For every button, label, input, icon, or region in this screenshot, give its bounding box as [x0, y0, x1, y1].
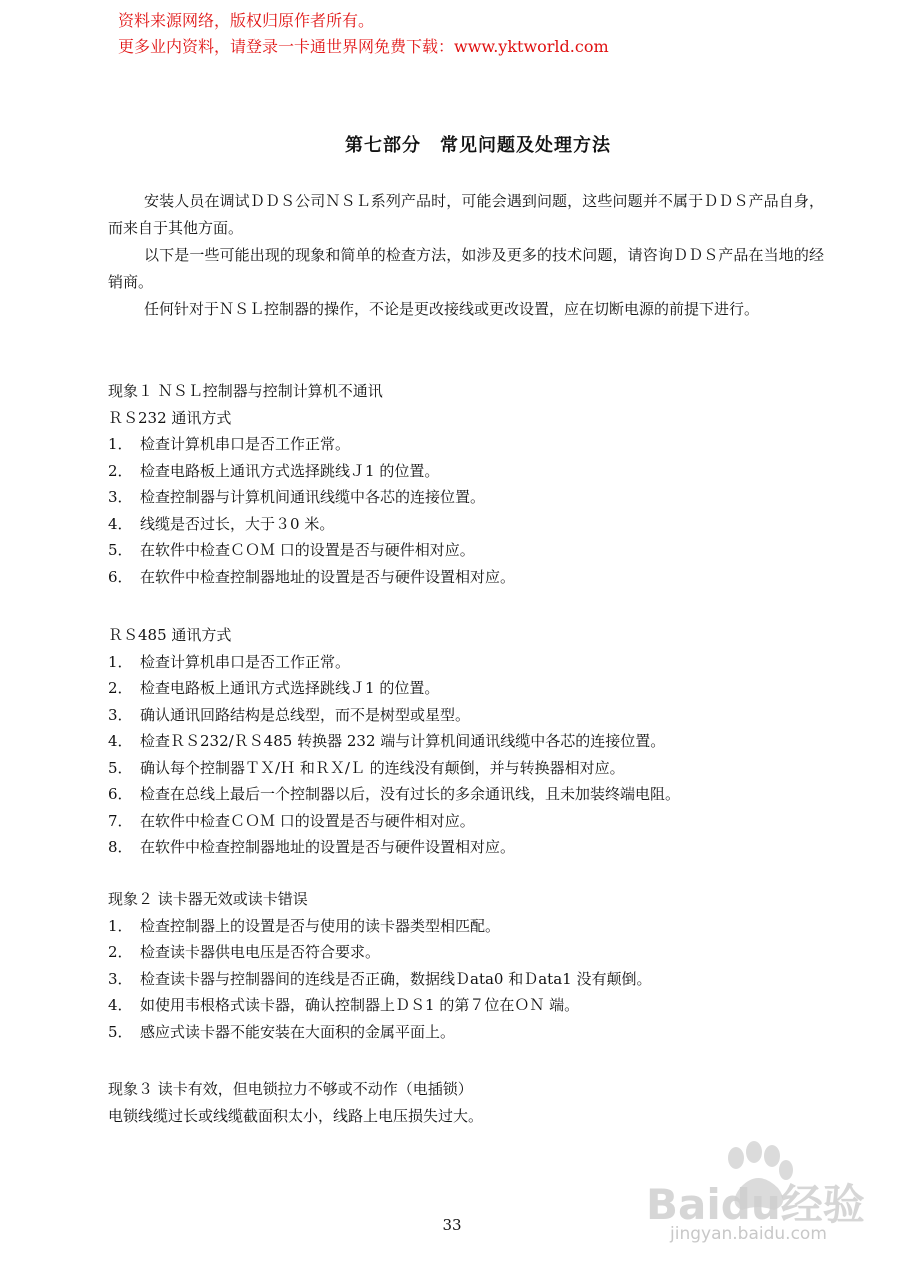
section-body: 电锁线缆过长或线缆截面积太小，线路上电压损失过大。	[108, 1106, 484, 1125]
list-item: 6． 检查在总线上最后一个控制器以后，没有过长的多余通讯线，且未加装终端电阻。	[108, 785, 681, 803]
list-item: 2． 检查电路板上通讯方式选择跳线Ｊ1 的位置。	[108, 679, 440, 697]
section-heading: 现象２ 读卡器无效或读卡错误	[108, 890, 308, 908]
section-rs485	[108, 622, 824, 861]
page-title: 第七部分 常见问题及处理方法	[345, 135, 611, 156]
list-item: 2． 检查电路板上通讯方式选择跳线Ｊ1 的位置。	[108, 461, 440, 480]
section-subheading: ＲＳ232 通讯方式	[108, 408, 232, 427]
list-item: 5． 确认每个控制器ＴＸ/Ｈ 和ＲＸ/Ｌ 的连线没有颠倒，并与转换器相对应。	[108, 758, 625, 777]
list-item: 5． 在软件中检查ＣＯＭ 口的设置是否与硬件相对应。	[108, 541, 475, 559]
page-number: 33	[442, 1216, 462, 1234]
watermark-url: jingyan.baidu.com	[670, 1224, 827, 1244]
header-line-2: 更多业内资料，请登录一卡通世界网免费下载：www.yktworld.com	[118, 37, 609, 56]
section-lock	[108, 1076, 824, 1129]
list-item: 4． 如使用韦根格式读卡器，确认控制器上ＤＳ1 的第７位在ＯＮ 端。	[108, 996, 580, 1014]
list-item: 7． 在软件中检查ＣＯＭ 口的设置是否与硬件相对应。	[108, 811, 475, 830]
list-item: 3． 检查读卡器与控制器间的连线是否正确，数据线Ｄata0 和Ｄata1 没有颠倒。	[108, 969, 652, 988]
list-item: 4． 线缆是否过长，大于３0 米。	[108, 514, 335, 533]
header-line-1: 资料来源网络，版权归原作者所有。	[118, 11, 375, 30]
intro-text	[108, 188, 824, 323]
list-item: 1． 检查计算机串口是否工作正常。	[108, 652, 351, 671]
intro-paragraph: 以下是一些可能出现的现象和简单的检查方法，如涉及更多的技术问题，请咨询ＤＤＳ产品在当地的经销商。	[108, 246, 824, 291]
source-header	[118, 8, 609, 60]
intro-paragraph: 任何针对于ＮＳＬ控制器的操作，不论是更改接线或更改设置，应在切断电源的前提下进行。	[144, 300, 760, 318]
list-item: 5． 感应式读卡器不能安装在大面积的金属平面上。	[108, 1022, 456, 1041]
list-item: 1． 检查控制器上的设置是否与使用的读卡器类型相匹配。	[108, 916, 501, 935]
list-item: 1． 检查计算机串口是否工作正常。	[108, 435, 351, 453]
list-item: 6． 在软件中检查控制器地址的设置是否与硬件设置相对应。	[108, 567, 516, 586]
list-item: 3． 确认通讯回路结构是总线型，而不是树型或星型。	[108, 705, 471, 724]
section-rs232	[108, 378, 824, 590]
list-item: 3． 检查控制器与计算机间通讯线缆中各芯的连接位置。	[108, 488, 486, 506]
watermark-logo-text: Baidu经验	[646, 1180, 865, 1229]
section-subheading: ＲＳ485 通讯方式	[108, 626, 232, 644]
list-item: 2． 检查读卡器供电电压是否符合要求。	[108, 943, 381, 961]
intro-paragraph: 安装人员在调试ＤＤＳ公司ＮＳＬ系列产品时，可能会遇到问题，这些问题并不属于ＤＤＳ产品自身，而来自于其他方面。	[108, 192, 824, 237]
list-item: 8． 在软件中检查控制器地址的设置是否与硬件设置相对应。	[108, 838, 516, 856]
section-heading: 现象１ ＮＳＬ控制器与控制计算机不通讯	[108, 382, 383, 400]
section-card-reader	[108, 886, 824, 1045]
section-heading: 现象３ 读卡有效，但电锁拉力不够或不动作（电插锁）	[108, 1080, 473, 1098]
list-item: 4． 检查ＲＳ232/ＲＳ485 转换器 232 端与计算机间通讯线缆中各芯的连接位置。	[108, 732, 666, 750]
